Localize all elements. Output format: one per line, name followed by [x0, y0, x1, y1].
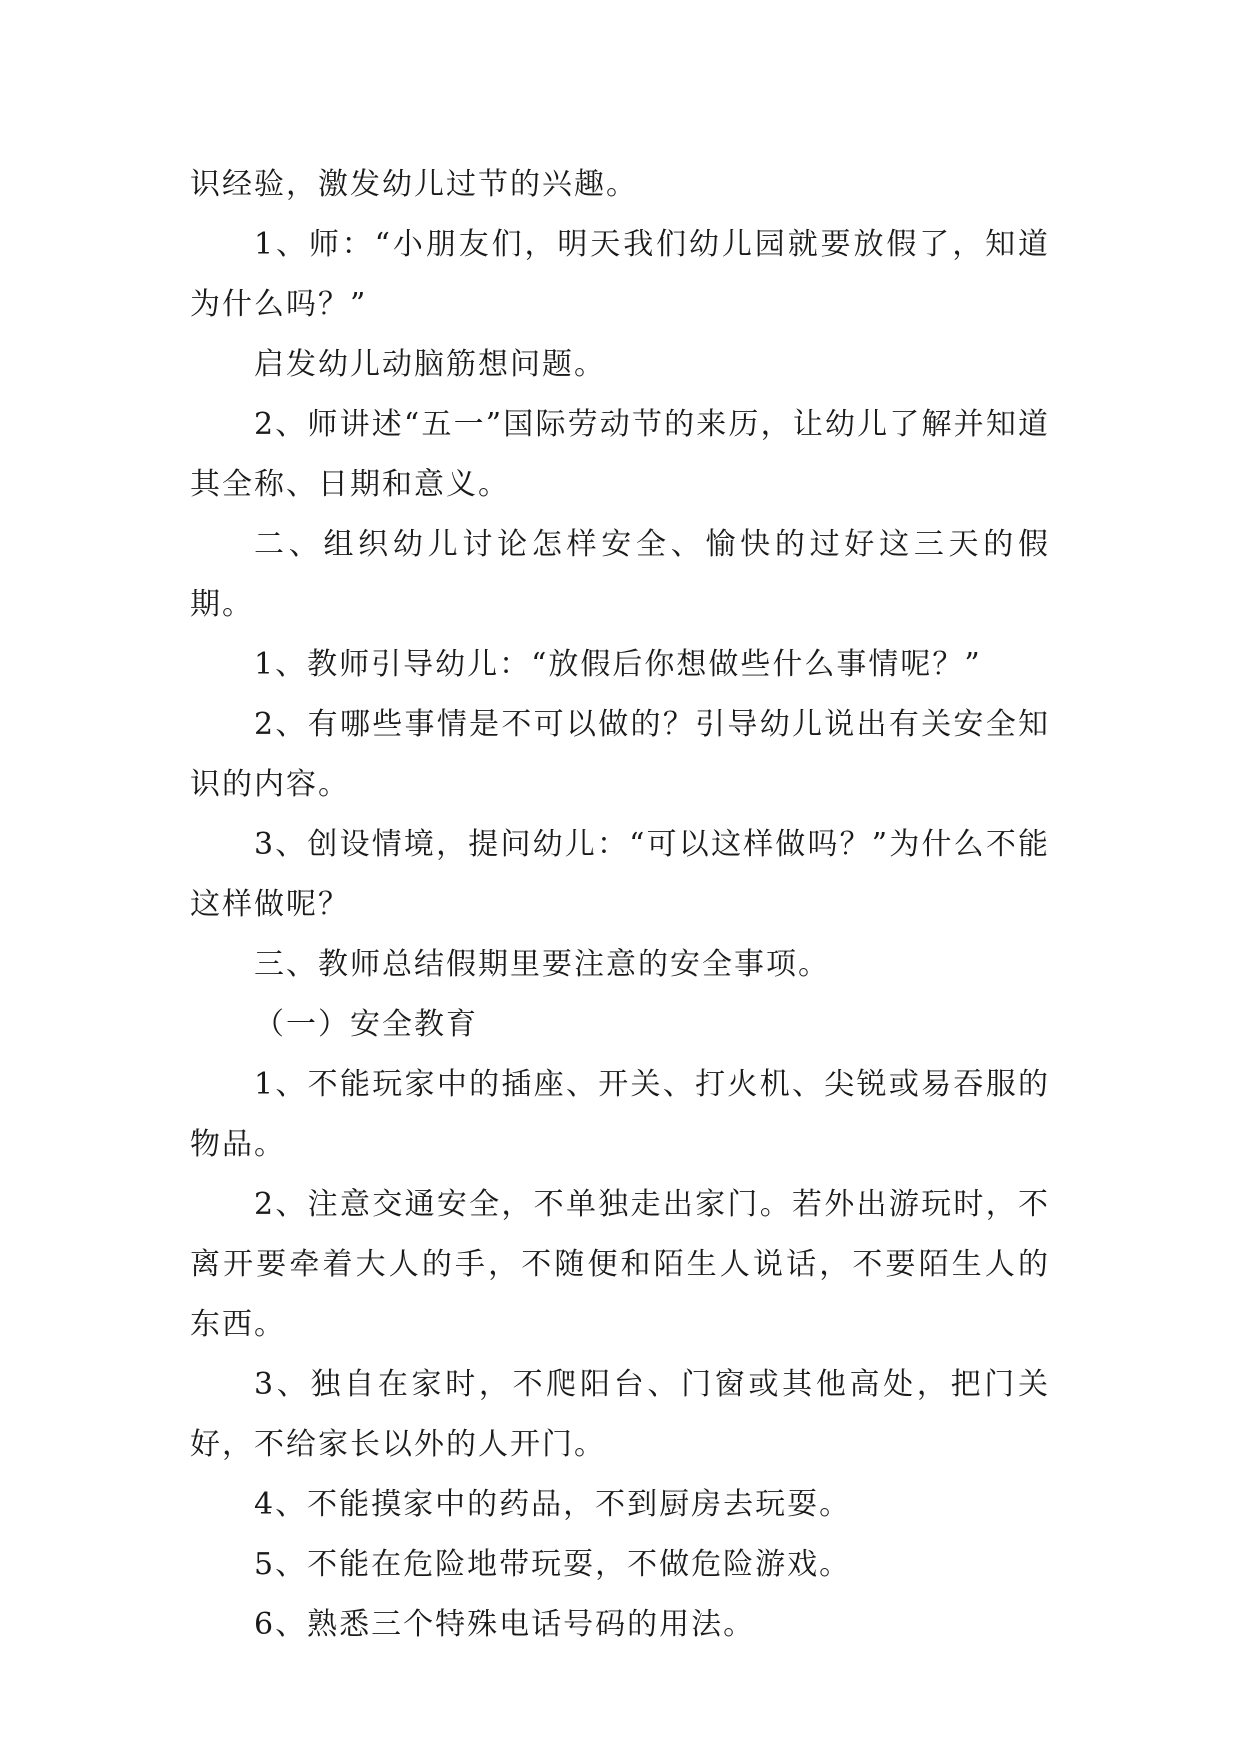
safety-item-5: 5、不能在危险地带玩耍，不做危险游戏。 — [254, 1547, 852, 1582]
safety-item-4: 4、不能摸家中的药品，不到厨房去玩耍。 — [254, 1487, 852, 1522]
safety-item-6: 6、熟悉三个特殊电话号码的用法。 — [254, 1607, 756, 1642]
safety-item-1: 1、不能玩家中的插座、开关、打火机、尖锐或易吞服的物品。 — [190, 1067, 1050, 1162]
safety-item-2: 2、注意交通安全，不单独走出家门。若外出游玩时，不离开要牵着大人的手，不随便和陌生人说话，不要陌生人的东西。 — [190, 1187, 1050, 1342]
paragraph-step-2-history: 2、师讲述“五一”国际劳动节的来历，让幼儿了解并知道其全称、日期和意义。 — [190, 407, 1050, 502]
section-heading-2: 二、组织幼儿讨论怎样安全、愉快的过好这三天的假期。 — [190, 527, 1050, 622]
subsection-heading-safety: （一）安全教育 — [254, 1007, 478, 1042]
paragraph-inspire-thinking: 启发幼儿动脑筋想问题。 — [254, 347, 606, 382]
paragraph-discussion-1: 1、教师引导幼儿：“放假后你想做些什么事情呢？” — [254, 647, 982, 682]
safety-item-3: 3、独自在家时，不爬阳台、门窗或其他高处，把门关好，不给家长以外的人开门。 — [190, 1367, 1050, 1462]
document-body — [190, 155, 1050, 1655]
paragraph-intro-continuation: 识经验，激发幼儿过节的兴趣。 — [190, 167, 638, 202]
paragraph-discussion-2: 2、有哪些事情是不可以做的？引导幼儿说出有关安全知识的内容。 — [190, 707, 1050, 802]
section-heading-3: 三、教师总结假期里要注意的安全事项。 — [254, 947, 830, 982]
paragraph-step-1-teacher-question: 1、师：“小朋友们，明天我们幼儿园就要放假了，知道为什么吗？” — [190, 227, 1050, 322]
paragraph-discussion-3: 3、创设情境，提问幼儿：“可以这样做吗？”为什么不能这样做呢？ — [190, 827, 1050, 922]
